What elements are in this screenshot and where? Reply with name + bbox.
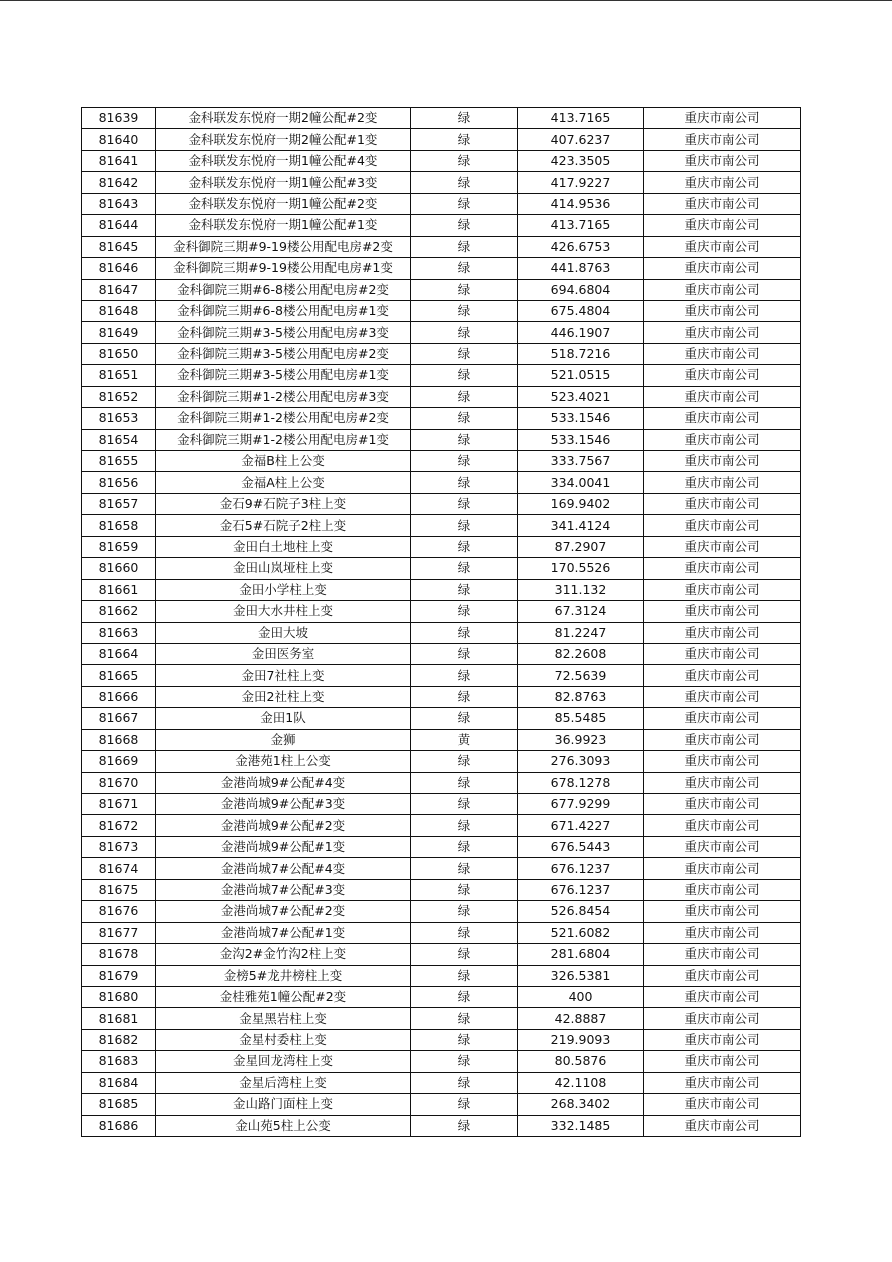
row-id-cell: 81667	[82, 708, 156, 729]
value-cell: 446.1907	[518, 322, 644, 343]
status-cell: 绿	[411, 536, 518, 557]
station-name-cell: 金福A柱上公变	[156, 472, 411, 493]
company-cell: 重庆市南公司	[644, 172, 801, 193]
station-name-cell: 金科御院三期#3-5楼公用配电房#1变	[156, 365, 411, 386]
company-cell: 重庆市南公司	[644, 129, 801, 150]
company-cell: 重庆市南公司	[644, 1029, 801, 1050]
company-cell: 重庆市南公司	[644, 836, 801, 857]
row-id-cell: 81683	[82, 1051, 156, 1072]
station-name-cell: 金田大坡	[156, 622, 411, 643]
value-cell: 676.1237	[518, 858, 644, 879]
row-id-cell: 81646	[82, 258, 156, 279]
station-name-cell: 金石5#石院子2柱上变	[156, 515, 411, 536]
table-row	[82, 922, 801, 943]
status-cell: 绿	[411, 515, 518, 536]
station-name-cell: 金科御院三期#3-5楼公用配电房#3变	[156, 322, 411, 343]
station-name-cell: 金港尚城7#公配#2变	[156, 901, 411, 922]
row-id-cell: 81676	[82, 901, 156, 922]
status-cell: 绿	[411, 836, 518, 857]
company-cell: 重庆市南公司	[644, 1008, 801, 1029]
value-cell: 426.6753	[518, 236, 644, 257]
station-name-cell: 金星村委柱上变	[156, 1029, 411, 1050]
row-id-cell: 81658	[82, 515, 156, 536]
table-row	[82, 322, 801, 343]
table-row	[82, 1115, 801, 1136]
value-cell: 82.8763	[518, 686, 644, 707]
table-row	[82, 472, 801, 493]
status-cell: 绿	[411, 815, 518, 836]
station-name-cell: 金狮	[156, 729, 411, 750]
company-cell: 重庆市南公司	[644, 794, 801, 815]
value-cell: 169.9402	[518, 493, 644, 514]
company-cell: 重庆市南公司	[644, 944, 801, 965]
value-cell: 441.8763	[518, 258, 644, 279]
company-cell: 重庆市南公司	[644, 258, 801, 279]
status-cell: 绿	[411, 365, 518, 386]
company-cell: 重庆市南公司	[644, 729, 801, 750]
status-cell: 绿	[411, 794, 518, 815]
row-id-cell: 81675	[82, 879, 156, 900]
company-cell: 重庆市南公司	[644, 386, 801, 407]
table-row	[82, 386, 801, 407]
status-cell: 绿	[411, 236, 518, 257]
table-row	[82, 236, 801, 257]
row-id-cell: 81663	[82, 622, 156, 643]
table-row	[82, 1072, 801, 1093]
value-cell: 417.9227	[518, 172, 644, 193]
value-cell: 276.3093	[518, 751, 644, 772]
company-cell: 重庆市南公司	[644, 515, 801, 536]
status-cell: 绿	[411, 108, 518, 129]
value-cell: 676.5443	[518, 836, 644, 857]
table-row	[82, 686, 801, 707]
station-name-cell: 金榜5#龙井榜柱上变	[156, 965, 411, 986]
company-cell: 重庆市南公司	[644, 472, 801, 493]
status-cell: 绿	[411, 686, 518, 707]
status-cell: 绿	[411, 1072, 518, 1093]
table-row	[82, 365, 801, 386]
data-table	[81, 107, 801, 1137]
table-row	[82, 965, 801, 986]
station-name-cell: 金田1队	[156, 708, 411, 729]
company-cell: 重庆市南公司	[644, 858, 801, 879]
value-cell: 42.8887	[518, 1008, 644, 1029]
company-cell: 重庆市南公司	[644, 236, 801, 257]
company-cell: 重庆市南公司	[644, 986, 801, 1007]
table-row	[82, 300, 801, 321]
value-cell: 677.9299	[518, 794, 644, 815]
table-row	[82, 815, 801, 836]
station-name-cell: 金田2社柱上变	[156, 686, 411, 707]
status-cell: 绿	[411, 129, 518, 150]
value-cell: 334.0041	[518, 472, 644, 493]
station-name-cell: 金科御院三期#6-8楼公用配电房#2变	[156, 279, 411, 300]
station-name-cell: 金港尚城9#公配#3变	[156, 794, 411, 815]
station-name-cell: 金科联发东悦府一期1幢公配#4变	[156, 150, 411, 171]
company-cell: 重庆市南公司	[644, 879, 801, 900]
value-cell: 675.4804	[518, 300, 644, 321]
status-cell: 绿	[411, 1094, 518, 1115]
company-cell: 重庆市南公司	[644, 772, 801, 793]
row-id-cell: 81647	[82, 279, 156, 300]
row-id-cell: 81686	[82, 1115, 156, 1136]
status-cell: 绿	[411, 558, 518, 579]
company-cell: 重庆市南公司	[644, 429, 801, 450]
value-cell: 332.1485	[518, 1115, 644, 1136]
table-row	[82, 172, 801, 193]
company-cell: 重庆市南公司	[644, 108, 801, 129]
status-cell: 绿	[411, 322, 518, 343]
station-name-cell: 金港尚城9#公配#2变	[156, 815, 411, 836]
value-cell: 413.7165	[518, 215, 644, 236]
row-id-cell: 81674	[82, 858, 156, 879]
row-id-cell: 81685	[82, 1094, 156, 1115]
station-name-cell: 金港苑1柱上公变	[156, 751, 411, 772]
row-id-cell: 81662	[82, 601, 156, 622]
company-cell: 重庆市南公司	[644, 901, 801, 922]
row-id-cell: 81649	[82, 322, 156, 343]
table-row	[82, 794, 801, 815]
table-body	[82, 108, 801, 1137]
station-name-cell: 金科联发东悦府一期2幢公配#1变	[156, 129, 411, 150]
row-id-cell: 81655	[82, 451, 156, 472]
company-cell: 重庆市南公司	[644, 965, 801, 986]
company-cell: 重庆市南公司	[644, 686, 801, 707]
status-cell: 绿	[411, 1029, 518, 1050]
station-name-cell: 金田白土地柱上变	[156, 536, 411, 557]
row-id-cell: 81639	[82, 108, 156, 129]
company-cell: 重庆市南公司	[644, 708, 801, 729]
row-id-cell: 81651	[82, 365, 156, 386]
company-cell: 重庆市南公司	[644, 751, 801, 772]
table-row	[82, 493, 801, 514]
status-cell: 绿	[411, 965, 518, 986]
page-top-border	[0, 0, 892, 1]
station-name-cell: 金科联发东悦府一期1幢公配#2变	[156, 193, 411, 214]
station-name-cell: 金科联发东悦府一期2幢公配#2变	[156, 108, 411, 129]
value-cell: 521.6082	[518, 922, 644, 943]
company-cell: 重庆市南公司	[644, 1094, 801, 1115]
value-cell: 521.0515	[518, 365, 644, 386]
status-cell: 绿	[411, 386, 518, 407]
company-cell: 重庆市南公司	[644, 215, 801, 236]
status-cell: 绿	[411, 986, 518, 1007]
row-id-cell: 81660	[82, 558, 156, 579]
station-name-cell: 金田小学柱上变	[156, 579, 411, 600]
table-row	[82, 1008, 801, 1029]
row-id-cell: 81653	[82, 408, 156, 429]
status-cell: 绿	[411, 1051, 518, 1072]
status-cell: 绿	[411, 215, 518, 236]
value-cell: 219.9093	[518, 1029, 644, 1050]
company-cell: 重庆市南公司	[644, 300, 801, 321]
value-cell: 533.1546	[518, 429, 644, 450]
value-cell: 523.4021	[518, 386, 644, 407]
table-row	[82, 536, 801, 557]
station-name-cell: 金星回龙湾柱上变	[156, 1051, 411, 1072]
table-row	[82, 986, 801, 1007]
status-cell: 绿	[411, 751, 518, 772]
status-cell: 绿	[411, 643, 518, 664]
table-row	[82, 150, 801, 171]
station-name-cell: 金港尚城7#公配#4变	[156, 858, 411, 879]
row-id-cell: 81673	[82, 836, 156, 857]
company-cell: 重庆市南公司	[644, 815, 801, 836]
status-cell: 绿	[411, 300, 518, 321]
station-name-cell: 金港尚城7#公配#3变	[156, 879, 411, 900]
company-cell: 重庆市南公司	[644, 622, 801, 643]
status-cell: 绿	[411, 429, 518, 450]
table-row	[82, 515, 801, 536]
row-id-cell: 81650	[82, 343, 156, 364]
table-row	[82, 579, 801, 600]
table-row	[82, 258, 801, 279]
value-cell: 341.4124	[518, 515, 644, 536]
status-cell: 绿	[411, 944, 518, 965]
row-id-cell: 81640	[82, 129, 156, 150]
value-cell: 170.5526	[518, 558, 644, 579]
station-name-cell: 金科御院三期#1-2楼公用配电房#2变	[156, 408, 411, 429]
value-cell: 36.9923	[518, 729, 644, 750]
status-cell: 绿	[411, 858, 518, 879]
row-id-cell: 81677	[82, 922, 156, 943]
value-cell: 311.132	[518, 579, 644, 600]
station-name-cell: 金科御院三期#9-19楼公用配电房#1变	[156, 258, 411, 279]
row-id-cell: 81680	[82, 986, 156, 1007]
company-cell: 重庆市南公司	[644, 1051, 801, 1072]
station-name-cell: 金星后湾柱上变	[156, 1072, 411, 1093]
table-row	[82, 215, 801, 236]
table-row	[82, 129, 801, 150]
status-cell: 绿	[411, 622, 518, 643]
company-cell: 重庆市南公司	[644, 408, 801, 429]
row-id-cell: 81668	[82, 729, 156, 750]
table-row	[82, 601, 801, 622]
station-name-cell: 金石9#石院子3柱上变	[156, 493, 411, 514]
table-row	[82, 279, 801, 300]
company-cell: 重庆市南公司	[644, 451, 801, 472]
station-name-cell: 金港尚城9#公配#1变	[156, 836, 411, 857]
table-row	[82, 622, 801, 643]
status-cell: 绿	[411, 901, 518, 922]
row-id-cell: 81645	[82, 236, 156, 257]
value-cell: 533.1546	[518, 408, 644, 429]
row-id-cell: 81682	[82, 1029, 156, 1050]
row-id-cell: 81642	[82, 172, 156, 193]
station-name-cell: 金科御院三期#6-8楼公用配电房#1变	[156, 300, 411, 321]
station-name-cell: 金星黑岩柱上变	[156, 1008, 411, 1029]
company-cell: 重庆市南公司	[644, 1115, 801, 1136]
status-cell: 黄	[411, 729, 518, 750]
company-cell: 重庆市南公司	[644, 665, 801, 686]
value-cell: 268.3402	[518, 1094, 644, 1115]
status-cell: 绿	[411, 472, 518, 493]
row-id-cell: 81678	[82, 944, 156, 965]
table-row	[82, 665, 801, 686]
row-id-cell: 81652	[82, 386, 156, 407]
row-id-cell: 81644	[82, 215, 156, 236]
value-cell: 671.4227	[518, 815, 644, 836]
status-cell: 绿	[411, 172, 518, 193]
company-cell: 重庆市南公司	[644, 922, 801, 943]
company-cell: 重庆市南公司	[644, 365, 801, 386]
value-cell: 678.1278	[518, 772, 644, 793]
station-name-cell: 金科御院三期#1-2楼公用配电房#3变	[156, 386, 411, 407]
value-cell: 400	[518, 986, 644, 1007]
status-cell: 绿	[411, 665, 518, 686]
station-name-cell: 金山路门面柱上变	[156, 1094, 411, 1115]
value-cell: 81.2247	[518, 622, 644, 643]
table-row	[82, 108, 801, 129]
company-cell: 重庆市南公司	[644, 493, 801, 514]
company-cell: 重庆市南公司	[644, 150, 801, 171]
value-cell: 82.2608	[518, 643, 644, 664]
station-name-cell: 金福B柱上公变	[156, 451, 411, 472]
row-id-cell: 81666	[82, 686, 156, 707]
company-cell: 重庆市南公司	[644, 579, 801, 600]
status-cell: 绿	[411, 193, 518, 214]
station-name-cell: 金港尚城9#公配#4变	[156, 772, 411, 793]
value-cell: 413.7165	[518, 108, 644, 129]
value-cell: 423.3505	[518, 150, 644, 171]
table-row	[82, 408, 801, 429]
company-cell: 重庆市南公司	[644, 536, 801, 557]
station-name-cell: 金田7社柱上变	[156, 665, 411, 686]
row-id-cell: 81643	[82, 193, 156, 214]
company-cell: 重庆市南公司	[644, 322, 801, 343]
row-id-cell: 81664	[82, 643, 156, 664]
table-row	[82, 858, 801, 879]
value-cell: 326.5381	[518, 965, 644, 986]
row-id-cell: 81657	[82, 493, 156, 514]
value-cell: 694.6804	[518, 279, 644, 300]
row-id-cell: 81665	[82, 665, 156, 686]
row-id-cell: 81669	[82, 751, 156, 772]
company-cell: 重庆市南公司	[644, 558, 801, 579]
table-row	[82, 1051, 801, 1072]
table-row	[82, 343, 801, 364]
row-id-cell: 81684	[82, 1072, 156, 1093]
table-row	[82, 901, 801, 922]
table-row	[82, 429, 801, 450]
value-cell: 42.1108	[518, 1072, 644, 1093]
station-name-cell: 金科御院三期#3-5楼公用配电房#2变	[156, 343, 411, 364]
row-id-cell: 81670	[82, 772, 156, 793]
station-name-cell: 金桂雅苑1幢公配#2变	[156, 986, 411, 1007]
status-cell: 绿	[411, 1115, 518, 1136]
station-name-cell: 金田医务室	[156, 643, 411, 664]
company-cell: 重庆市南公司	[644, 601, 801, 622]
table-row	[82, 643, 801, 664]
row-id-cell: 81672	[82, 815, 156, 836]
table-row	[82, 1094, 801, 1115]
row-id-cell: 81671	[82, 794, 156, 815]
value-cell: 80.5876	[518, 1051, 644, 1072]
status-cell: 绿	[411, 493, 518, 514]
value-cell: 87.2907	[518, 536, 644, 557]
row-id-cell: 81641	[82, 150, 156, 171]
row-id-cell: 81656	[82, 472, 156, 493]
value-cell: 333.7567	[518, 451, 644, 472]
row-id-cell: 81679	[82, 965, 156, 986]
table-row	[82, 558, 801, 579]
table-row	[82, 1029, 801, 1050]
row-id-cell: 81654	[82, 429, 156, 450]
status-cell: 绿	[411, 258, 518, 279]
station-name-cell: 金田山岚垭柱上变	[156, 558, 411, 579]
value-cell: 72.5639	[518, 665, 644, 686]
table-row	[82, 772, 801, 793]
station-name-cell: 金科御院三期#9-19楼公用配电房#2变	[156, 236, 411, 257]
status-cell: 绿	[411, 708, 518, 729]
status-cell: 绿	[411, 922, 518, 943]
status-cell: 绿	[411, 150, 518, 171]
status-cell: 绿	[411, 343, 518, 364]
value-cell: 676.1237	[518, 879, 644, 900]
table-row	[82, 193, 801, 214]
row-id-cell: 81661	[82, 579, 156, 600]
table-row	[82, 879, 801, 900]
status-cell: 绿	[411, 601, 518, 622]
value-cell: 518.7216	[518, 343, 644, 364]
station-name-cell: 金田大水井柱上变	[156, 601, 411, 622]
table-row	[82, 708, 801, 729]
station-name-cell: 金山苑5柱上公变	[156, 1115, 411, 1136]
value-cell: 414.9536	[518, 193, 644, 214]
station-name-cell: 金沟2#金竹沟2柱上变	[156, 944, 411, 965]
status-cell: 绿	[411, 279, 518, 300]
company-cell: 重庆市南公司	[644, 279, 801, 300]
value-cell: 85.5485	[518, 708, 644, 729]
row-id-cell: 81648	[82, 300, 156, 321]
company-cell: 重庆市南公司	[644, 193, 801, 214]
station-name-cell: 金港尚城7#公配#1变	[156, 922, 411, 943]
table-row	[82, 751, 801, 772]
value-cell: 526.8454	[518, 901, 644, 922]
row-id-cell: 81681	[82, 1008, 156, 1029]
station-name-cell: 金科御院三期#1-2楼公用配电房#1变	[156, 429, 411, 450]
company-cell: 重庆市南公司	[644, 1072, 801, 1093]
company-cell: 重庆市南公司	[644, 343, 801, 364]
value-cell: 407.6237	[518, 129, 644, 150]
table-row	[82, 836, 801, 857]
status-cell: 绿	[411, 772, 518, 793]
status-cell: 绿	[411, 879, 518, 900]
status-cell: 绿	[411, 579, 518, 600]
station-name-cell: 金科联发东悦府一期1幢公配#3变	[156, 172, 411, 193]
station-name-cell: 金科联发东悦府一期1幢公配#1变	[156, 215, 411, 236]
value-cell: 67.3124	[518, 601, 644, 622]
value-cell: 281.6804	[518, 944, 644, 965]
status-cell: 绿	[411, 451, 518, 472]
company-cell: 重庆市南公司	[644, 643, 801, 664]
table-row	[82, 944, 801, 965]
table-row	[82, 451, 801, 472]
status-cell: 绿	[411, 408, 518, 429]
status-cell: 绿	[411, 1008, 518, 1029]
table-row	[82, 729, 801, 750]
row-id-cell: 81659	[82, 536, 156, 557]
